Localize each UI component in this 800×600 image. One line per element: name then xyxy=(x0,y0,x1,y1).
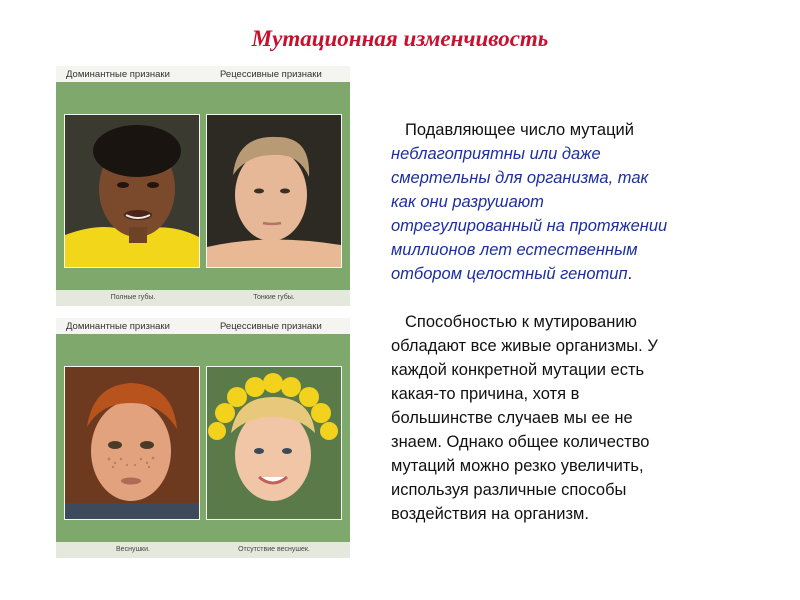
panel-header xyxy=(56,318,350,334)
recessive-caption: Отсутствие веснушек. xyxy=(238,546,310,553)
dominant-header: Доминантные признаки xyxy=(66,69,170,80)
panel-footer xyxy=(56,542,350,558)
photo-thin-lips xyxy=(206,114,342,268)
photo-full-lips xyxy=(64,114,200,268)
paragraph-line: Способностью к мутированию xyxy=(405,313,637,331)
slide-title: Мутационная изменчивость xyxy=(251,26,549,51)
paragraph-line: миллионов лет естественным xyxy=(391,241,638,259)
paragraph-lead: Подавляющее число мутаций xyxy=(405,121,634,139)
paragraph-mutations-harmful xyxy=(391,118,751,286)
paragraph-line: мутаций можно резко увеличить, xyxy=(391,457,644,475)
paragraph-line: обладают все живые организмы. У xyxy=(391,337,658,355)
paragraph-end: . xyxy=(627,265,633,283)
paragraph-line: смертельны для организма, так xyxy=(391,169,649,187)
recessive-caption: Тонкие губы. xyxy=(253,294,295,301)
dominant-caption: Полные губы. xyxy=(110,294,156,301)
traits-panel-lips xyxy=(56,66,350,306)
photo-no-freckles xyxy=(206,366,342,520)
traits-panel-freckles xyxy=(56,318,350,558)
paragraph-line: большинстве случаев мы ее не xyxy=(391,409,633,427)
paragraph-line: каждой конкретной мутации есть xyxy=(391,361,645,379)
paragraph-line: какая-то причина, хотя в xyxy=(391,385,580,403)
recessive-header: Рецессивные признаки xyxy=(220,321,322,332)
panel-header xyxy=(56,66,350,82)
photo-freckles xyxy=(64,366,200,520)
paragraph-mutation-ability xyxy=(391,310,751,526)
panel-footer xyxy=(56,290,350,306)
paragraph-line: отрегулированный на протяжении xyxy=(391,217,668,235)
paragraph-line: отбором целостный генотип xyxy=(391,265,628,283)
dominant-header: Доминантные признаки xyxy=(66,321,170,332)
paragraph-line: неблагоприятны или даже xyxy=(391,145,601,163)
dominant-caption: Веснушки. xyxy=(116,546,150,553)
paragraph-line: используя различные способы xyxy=(391,481,627,499)
recessive-header: Рецессивные признаки xyxy=(220,69,322,80)
paragraph-line: воздействия на организм. xyxy=(391,505,589,523)
paragraph-line: как они разрушают xyxy=(391,193,544,211)
paragraph-line: знаем. Однако общее количество xyxy=(391,433,650,451)
